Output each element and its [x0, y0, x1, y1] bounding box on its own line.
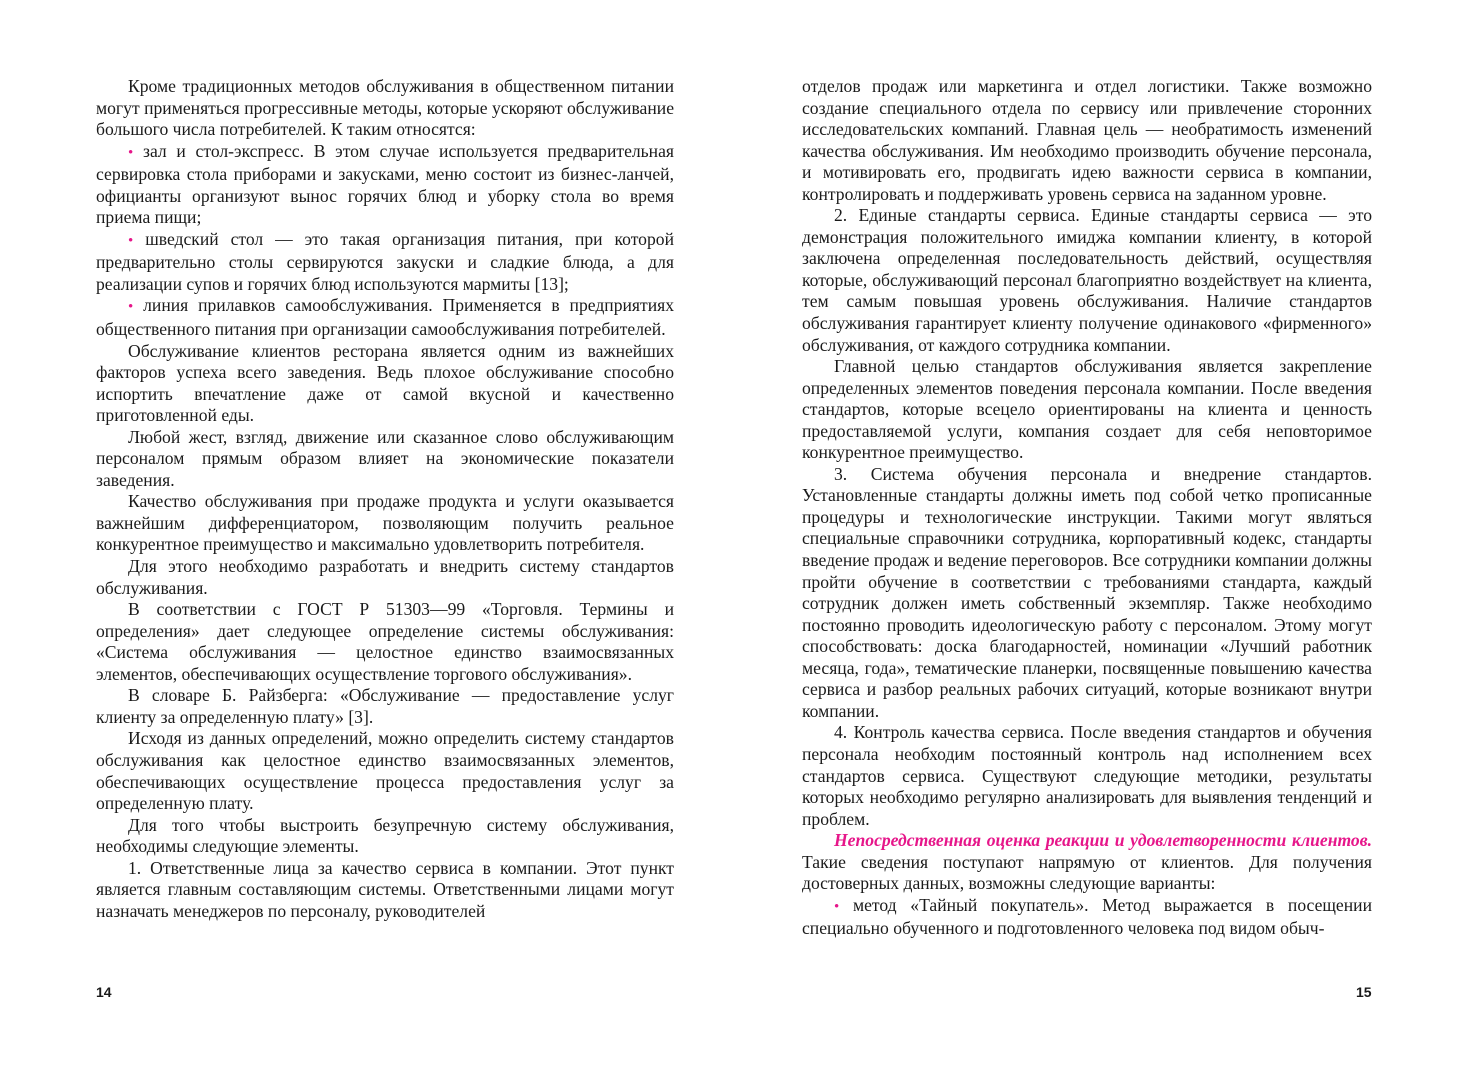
- bullet-icon: •: [834, 898, 840, 915]
- paragraph: [802, 205, 1372, 356]
- page-number-left: 14: [96, 984, 112, 1000]
- paragraph: [802, 830, 1372, 895]
- page-number-right: 15: [1356, 984, 1372, 1000]
- paragraph: [802, 464, 1372, 723]
- bullet-item: [802, 895, 1372, 940]
- paragraph-text: Кроме традиционных методов обслуживания в общественном питании могут применяться прогрессивные методы, которые ускоряют обслуживание большого числа потребителей. К таким относятся:: [96, 76, 674, 140]
- paragraph-text: Такие сведения поступают напрямую от клиентов. Для получения достоверных данных, возможны следующие варианты:: [802, 851, 1372, 894]
- paragraph: [96, 427, 674, 492]
- paragraph: [96, 556, 674, 599]
- paragraph-text: Главной целью стандартов обслуживания является закрепление определенных элементов поведения персонала компании. После введения стандартов, которые всецело ориентированы на клиента и ценность предоставляемой услуги, компания создает для себя неповторимое конкурентное преимущество.: [802, 356, 1372, 463]
- bullet-icon: •: [128, 299, 134, 316]
- paragraph-text: зал и стол-экспресс. В этом случае используется предварительная сервировка стола приборами и закусками, меню состоит из бизнес-ланчей, официанты организуют вынос горячих блюд и уборку стола во время приема пищи;: [96, 140, 674, 228]
- paragraph-text: метод «Тайный покупатель». Метод выражается в посещении специально обученного и подготовленного человека под видом обыч-: [802, 894, 1372, 939]
- paragraph-text: Исходя из данных определений, можно определить систему стандартов обслуживания как целостное единство взаимосвязанных элементов, обеспечивающих осуществление процесса предоставления услуг за определенную плату.: [96, 728, 674, 814]
- paragraph-text: Обслуживание клиентов ресторана является одним из важнейших факторов успеха всего заведения. Ведь плохое обслуживание способно испортить впечатление даже от самой вкусной и качественно приготовленной еды.: [96, 340, 674, 426]
- paragraph-text: 1. Ответственные лица за качество сервиса в компании. Этот пункт является главным составляющим системы. Ответственными лицами могут назначать менеджеров по персоналу, руководителей: [96, 857, 674, 921]
- bullet-item: [96, 295, 674, 340]
- paragraph: [96, 685, 674, 728]
- paragraph-text: 3. Система обучения персонала и внедрение стандартов. Установленные стандарты должны иметь под собой четко прописанные процедуры и технологические инструкции. Такими могут являться специальные справочники сотрудника, корпоративный кодекс, стандарты введение продаж и ведение переговоров. Все сотрудники компании должны пройти обучение в соответствии с требованиями стандарта, каждый сотрудник должен иметь собственный экземпляр. Также необходимо постоянно проводить идеологическую работу с персоналом. Этому могут способствовать: доска благодарностей, номинации «Лучший работник месяца, года», тематические планерки, посвященные повышению качества сервиса и разбор реальных рабочих ситуаций, которые возникают внутри компании.: [802, 463, 1372, 721]
- paragraph-text: Для этого необходимо разработать и внедрить систему стандартов обслуживания.: [96, 556, 674, 598]
- paragraph-text: 4. Контроль качества сервиса. После введения стандартов и обучения персонала необходим постоянный контроль над исполнением всех стандартов сервиса. Существуют следующие методики, результаты которых необходимо регулярно анализировать для выявления тенденций и проблем.: [802, 722, 1372, 829]
- paragraph-text: шведский стол — это такая организация питания, при которой предварительно столы сервируются закуски и сладкие блюда, а для реализации супов и горячих блюд используются мармиты [13];: [96, 228, 674, 294]
- paragraph-text: линия прилавков самообслуживания. Применяется в предприятиях общественного питания при организации самообслуживания потребителей.: [96, 295, 674, 340]
- paragraph: [96, 599, 674, 685]
- paragraph-text: Качество обслуживания при продаже продукта и услуги оказывается важнейшим дифференциатором, позволяющим получить реальное конкурентное преимущество и максимально удовлетворить потребителя.: [96, 491, 674, 555]
- paragraph-text: В словаре Б. Райзберга: «Обслуживание — предоставление услуг клиенту за определенную плату» [3].: [96, 685, 674, 727]
- paragraph-text: Для того чтобы выстроить безупречную систему обслуживания, необходимы следующие элементы.: [96, 814, 674, 857]
- emphasis-heading: Непосредственная оценка реакции и удовлетворенности клиентов.: [834, 830, 1372, 851]
- right-page: [802, 76, 1372, 1056]
- bullet-icon: •: [128, 232, 134, 249]
- paragraph: [96, 858, 674, 923]
- left-page: [96, 76, 674, 1056]
- paragraph: [96, 76, 674, 141]
- bullet-item: [96, 229, 674, 296]
- paragraph: [96, 491, 674, 556]
- paragraph: [96, 341, 674, 427]
- paragraph: [96, 815, 674, 858]
- paragraph-text: Любой жест, взгляд, движение или сказанное слово обслуживающим персоналом прямым образом влияет на экономические показатели заведения.: [96, 426, 674, 490]
- paragraph-text: В соответствии с ГОСТ Р 51303—99 «Торговля. Термины и определения» дает следующее определение системы обслуживания: «Система обслуживания — целостное единство взаимосвязанных элементов, обеспечивающих осуществление торгового обслуживания».: [96, 599, 674, 684]
- bullet-icon: •: [128, 144, 134, 161]
- paragraph-text: отделов продаж или маркетинга и отдел логистики. Также возможно создание специального отдела по сервису или привлечение сторонних исследовательских компаний. Главная цель — необратимость изменений качества обслуживания. Им необходимо производить обучение персонала, и мотивировать его, продвигать идею важности сервиса в компании, контролировать и поддерживать уровень сервиса на заданном уровне.: [802, 76, 1372, 204]
- bullet-item: [96, 141, 674, 229]
- paragraph-text: 2. Единые стандарты сервиса. Единые стандарты сервиса — это демонстрация положительного имиджа компании клиенту, в которой заключена определенная последовательность действий, осуществляя которые, обслуживающий персонал благоприятно воздействует на клиента, тем самым повышая уровень обслуживания. Наличие стандартов обслуживания гарантирует клиенту получение одинакового «фирменного» обслуживания, от каждого сотрудника компании.: [802, 205, 1372, 355]
- paragraph: [96, 728, 674, 814]
- paragraph: [802, 722, 1372, 830]
- paragraph: [802, 76, 1372, 205]
- paragraph: [802, 356, 1372, 464]
